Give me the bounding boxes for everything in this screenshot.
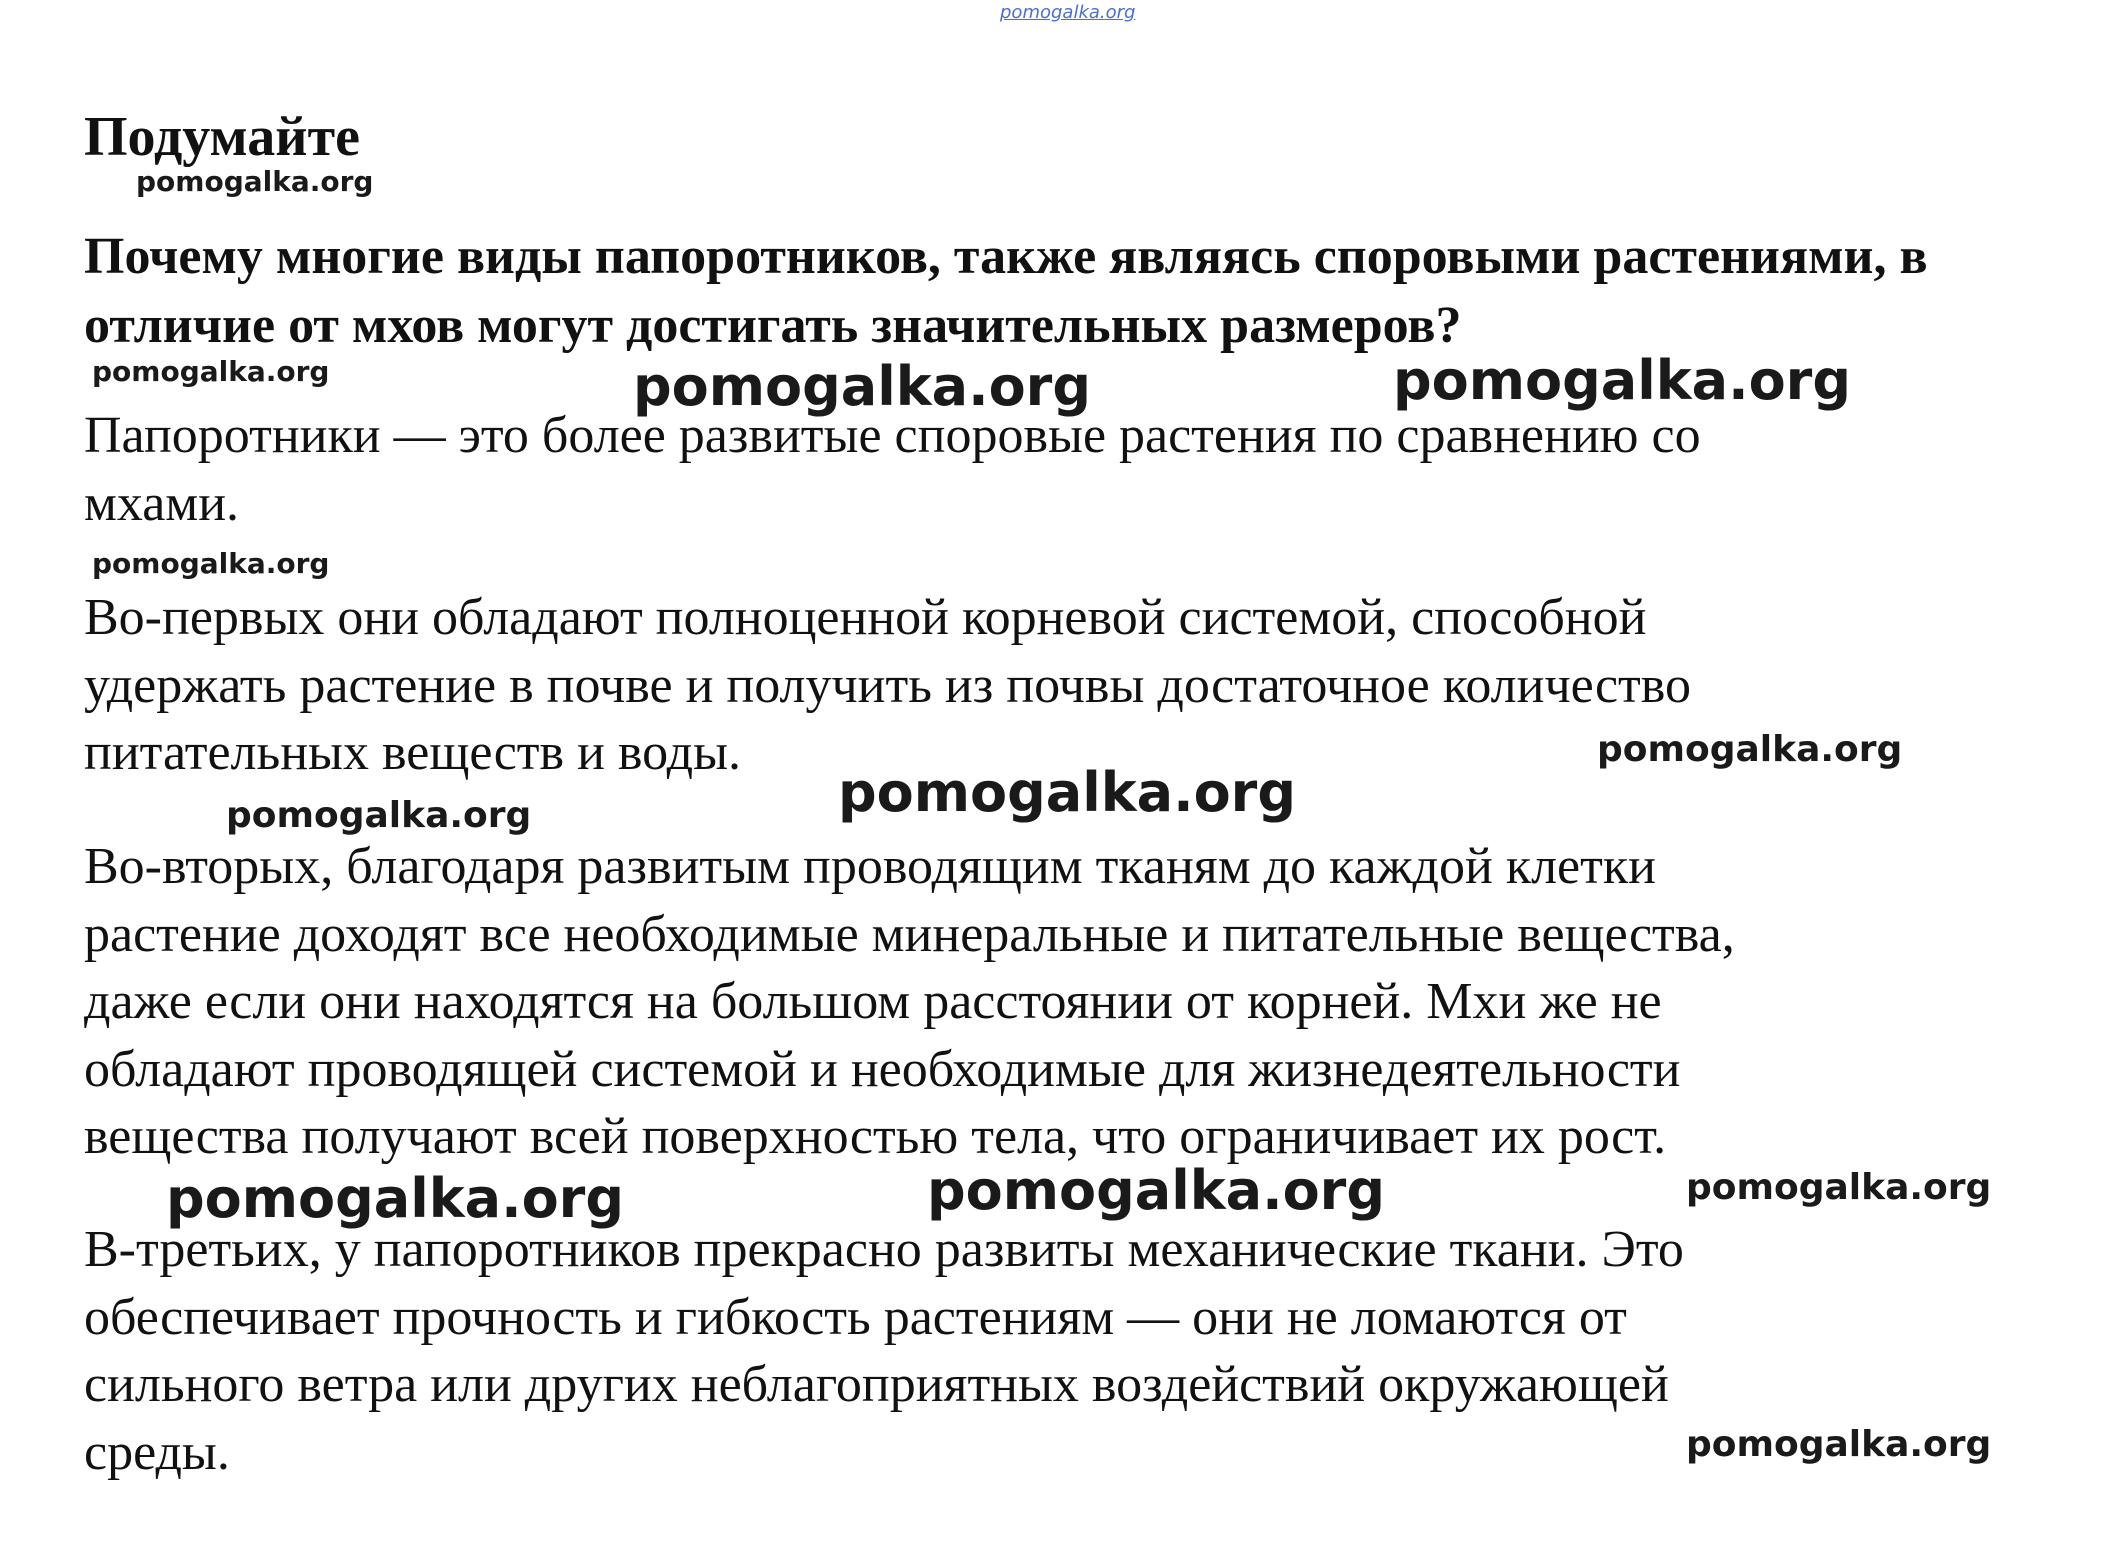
watermark: pomogalka.org [166, 1167, 624, 1230]
watermark: pomogalka.org [633, 355, 1091, 418]
answer-paragraph-2 [84, 584, 1691, 787]
paragraph-line: Папоротники — это более развитые споровые растения по сравнению со [84, 407, 1701, 464]
paragraph-line: даже если они находятся на большом расстоянии от корней. Мхи же не [84, 973, 1662, 1030]
watermark: pomogalka.org [92, 355, 330, 388]
watermark: pomogalka.org [838, 761, 1296, 824]
watermark: pomogalka.org [927, 1159, 1385, 1222]
paragraph-line: Во-вторых, благодаря развитым проводящим тканям до каждой клетки [84, 838, 1656, 895]
paragraph-line: питательных веществ и воды. [84, 724, 742, 781]
watermark-top-link[interactable]: pomogalka.org [1000, 2, 1136, 23]
watermark: pomogalka.org [136, 165, 374, 198]
paragraph-line: обеспечивает прочность и гибкость растениям — они не ломаются от [84, 1288, 1627, 1346]
question-text: Почему многие виды папоротников, также являясь споровыми растениями, в отличие от мхов могут достигать значительных размеров? [84, 228, 1928, 354]
answer-paragraph-4 [84, 1216, 1684, 1486]
section-heading: Подумайте [84, 106, 360, 168]
watermark: pomogalka.org [1686, 1167, 1992, 1208]
paragraph-line: среды. [84, 1423, 230, 1481]
answer-paragraph-1 [84, 402, 1701, 537]
paragraph-line: растение доходят все необходимые минеральные и питательные вещества, [84, 905, 1735, 963]
watermark: pomogalka.org [226, 795, 532, 836]
answer-paragraph-3 [84, 833, 1735, 1171]
paragraph-line: обладают проводящей системой и необходимые для жизнедеятельности [84, 1040, 1681, 1098]
paragraph-line: сильного ветра или других неблагоприятных воздействий окружающей [84, 1356, 1669, 1413]
watermark: pomogalka.org [1686, 1424, 1992, 1465]
paragraph-line: вещества получают всей поверхностью тела, что ограничивает их рост. [84, 1108, 1667, 1165]
paragraph-line: удержать растение в почве и получить из почвы достаточное количество [84, 656, 1691, 714]
paragraph-line: В-третьих, у папоротников прекрасно развиты механические ткани. Это [84, 1221, 1684, 1278]
paragraph-line: Во-первых они обладают полноценной корневой системой, способной [84, 589, 1647, 646]
watermark: pomogalka.org [1393, 349, 1851, 412]
paragraph-line: мхами. [84, 474, 240, 532]
watermark: pomogalka.org [92, 547, 330, 580]
watermark: pomogalka.org [1597, 729, 1903, 770]
